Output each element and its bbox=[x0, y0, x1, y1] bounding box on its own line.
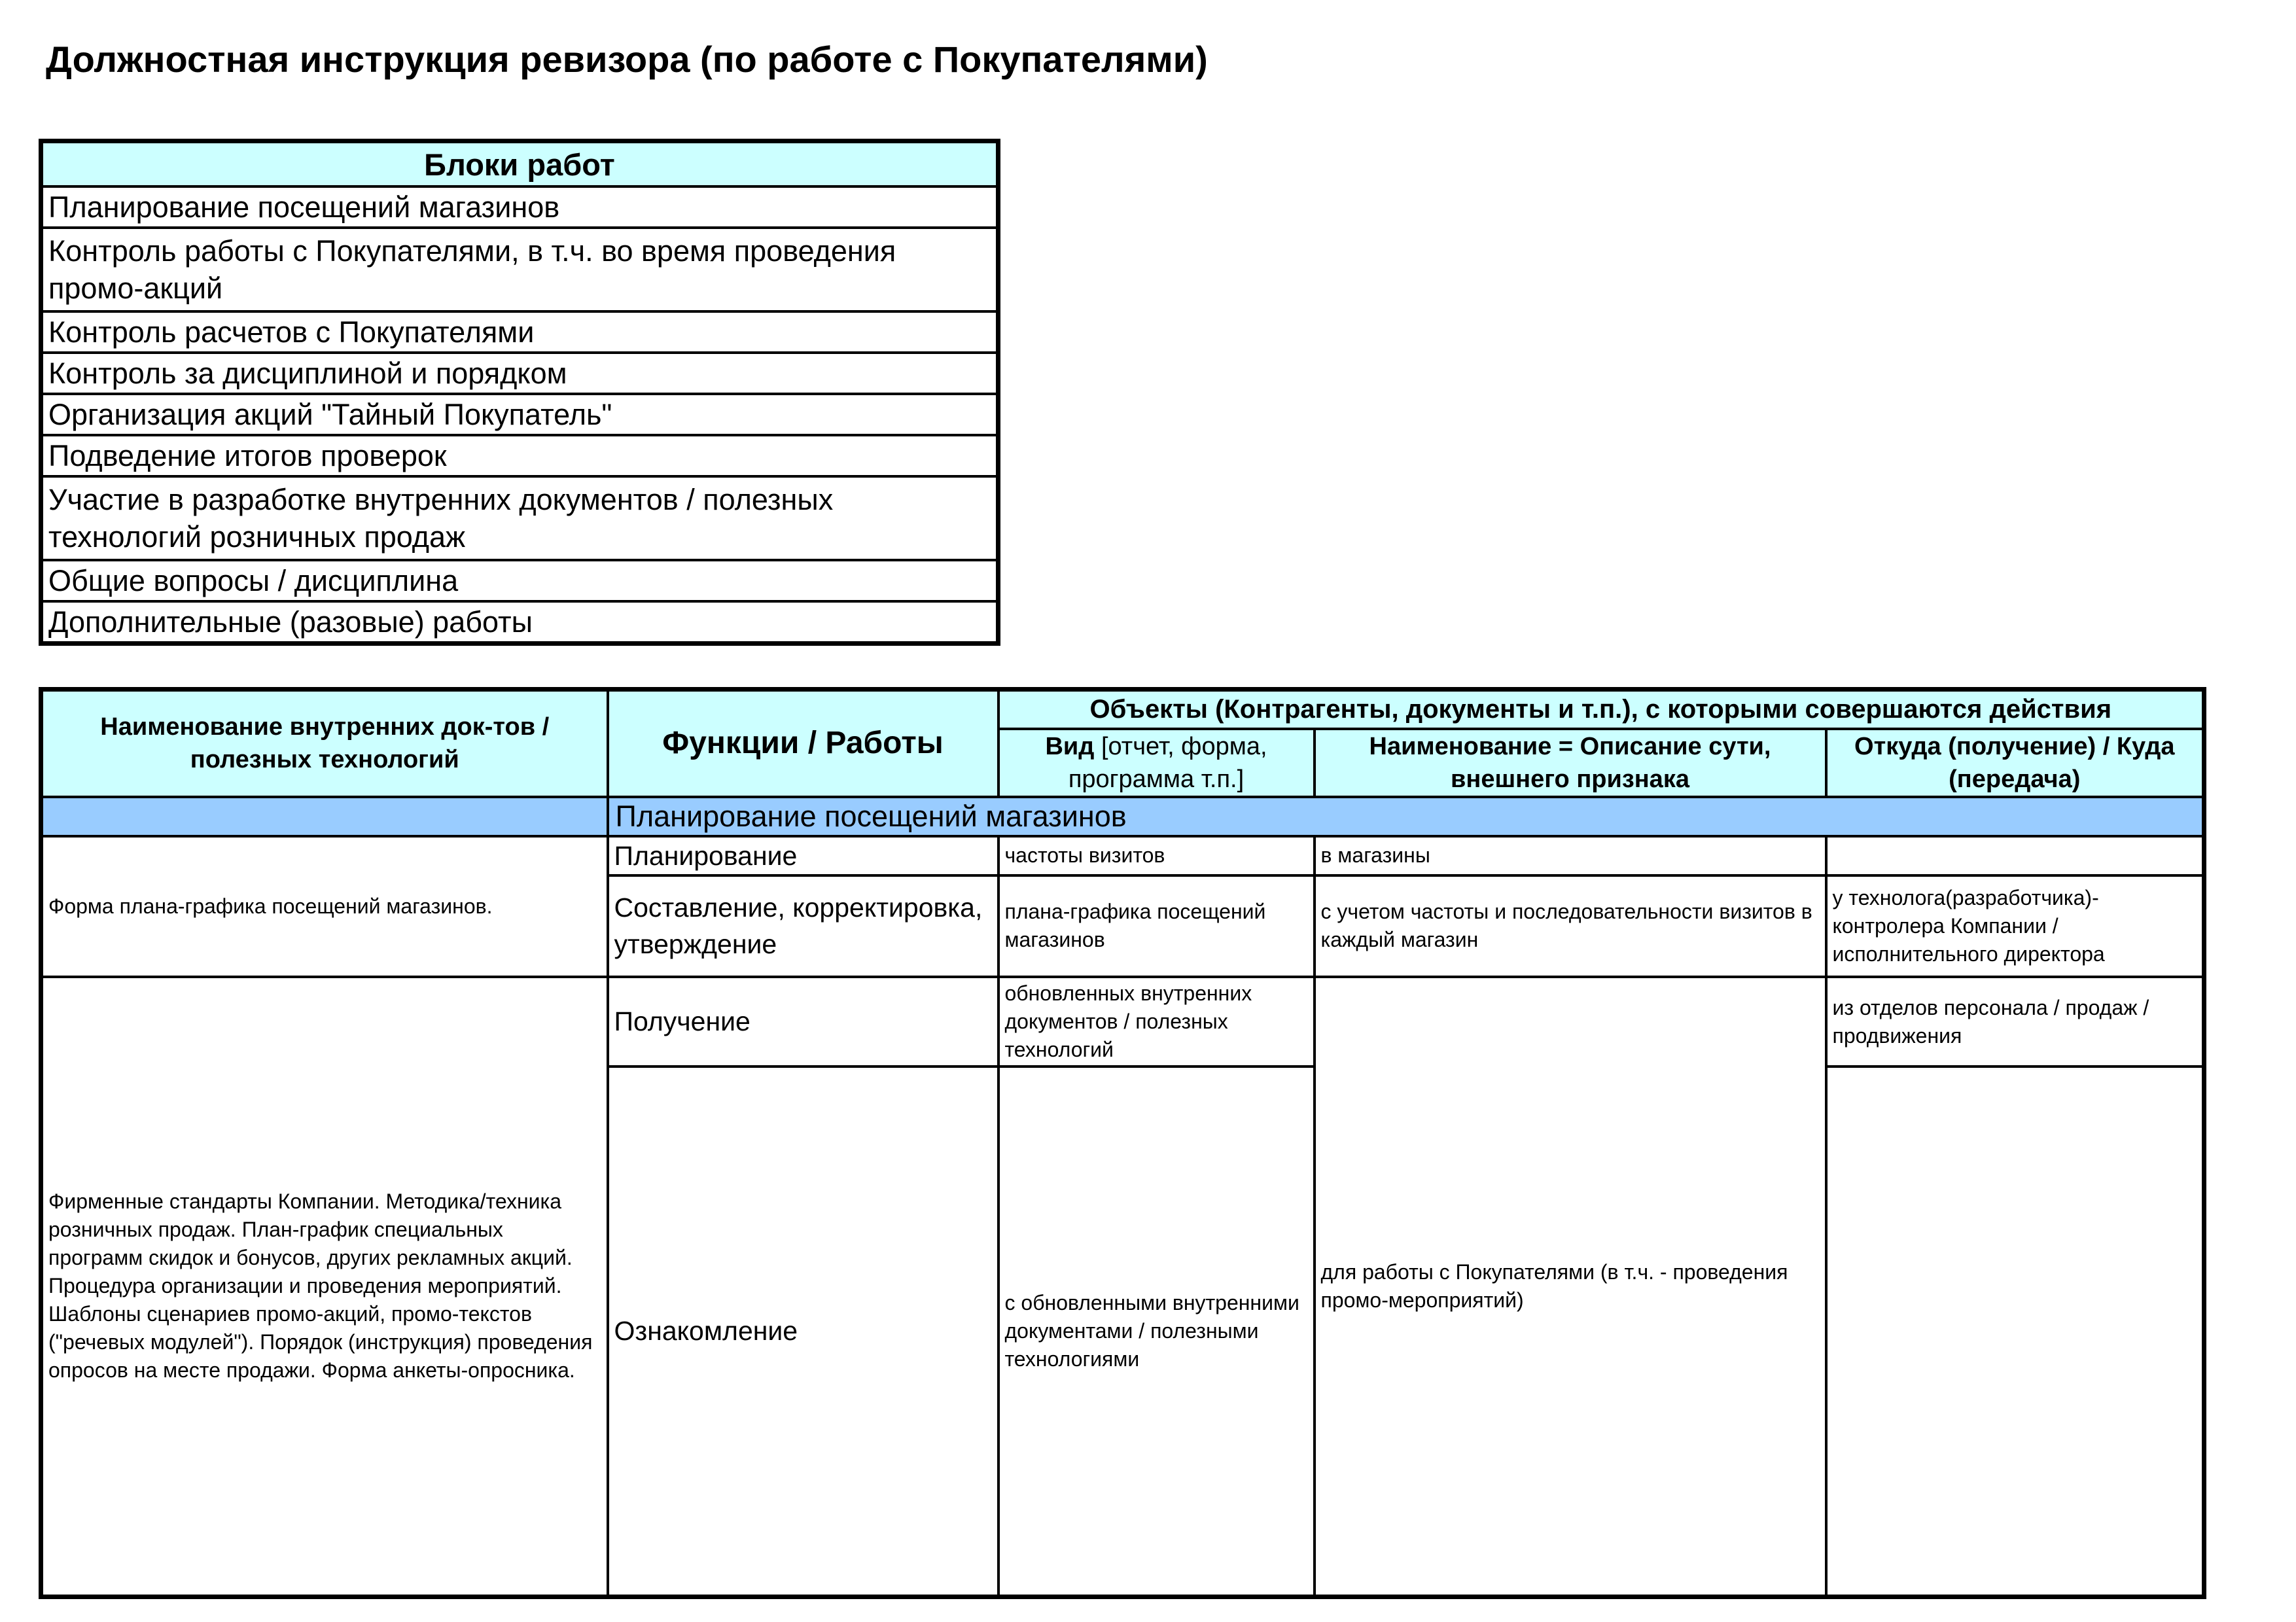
work-blocks-table bbox=[39, 139, 1000, 646]
section-title: Планирование посещений магазинов bbox=[608, 797, 2204, 836]
description-cell: в магазины bbox=[1315, 836, 1826, 875]
source-cell bbox=[1826, 1067, 2204, 1597]
name-column-header: Наименование = Описание сути, внешнего признака bbox=[1315, 729, 1826, 797]
kind-cell: частоты визитов bbox=[998, 836, 1315, 875]
work-blocks-header: Блоки работ bbox=[41, 141, 998, 187]
work-block-item: Подведение итогов проверок bbox=[41, 435, 998, 476]
description-cell: с учетом частоты и последовательности визитов в каждый магазин bbox=[1315, 875, 1826, 977]
function-cell: Составление, корректировка, утверждение bbox=[608, 875, 998, 977]
source-cell: у технолога(разработчика)-контролера Компании / исполнительного директора bbox=[1826, 875, 2204, 977]
kind-column-header bbox=[998, 729, 1315, 797]
source-cell: из отделов персонала / продаж / продвижения bbox=[1826, 977, 2204, 1067]
kind-cell: плана-графика посещений магазинов bbox=[998, 875, 1315, 977]
kind-cell: с обновленными внутренними документами / полезными технологиями bbox=[998, 1067, 1315, 1597]
objects-group-header: Объекты (Контрагенты, документы и т.п.), с которыми совершаются действия bbox=[998, 690, 2204, 729]
doc-cell: Фирменные стандарты Компании. Методика/техника розничных продаж. План-график специальных программ скидок и бонусов, других рекламных акций. Процедура организации и проведения мероприятий. Шаблоны сценариев промо-акций, промо-текстов ("речевых модулей"). Порядок (инструкция) проведения опросов на месте продажи. Форма анкеты-опросника. bbox=[41, 977, 608, 1597]
kind-cell: обновленных внутренних документов / полезных технологий bbox=[998, 977, 1315, 1067]
function-cell: Получение bbox=[608, 977, 998, 1067]
docs-column-header: Наименование внутренних док-тов / полезных технологий bbox=[41, 690, 608, 797]
document-title: Должностная инструкция ревизора (по работе с Покупателями) bbox=[46, 39, 1208, 80]
work-block-item: Организация акций "Тайный Покупатель" bbox=[41, 394, 998, 435]
source-column-header: Откуда (получение) / Куда (передача) bbox=[1826, 729, 2204, 797]
doc-cell: Форма плана-графика посещений магазинов. bbox=[41, 836, 608, 977]
work-block-item: Планирование посещений магазинов bbox=[41, 186, 998, 228]
source-cell bbox=[1826, 836, 2204, 875]
work-block-item: Контроль расчетов с Покупателями bbox=[41, 311, 998, 353]
section-row-pad bbox=[41, 797, 608, 836]
work-block-item: Дополнительные (разовые) работы bbox=[41, 601, 998, 644]
description-cell: для работы с Покупателями (в т.ч. - проведения промо-мероприятий) bbox=[1315, 977, 1826, 1597]
function-cell: Ознакомление bbox=[608, 1067, 998, 1597]
functions-table bbox=[39, 687, 2206, 1599]
function-cell: Планирование bbox=[608, 836, 998, 875]
work-block-item: Участие в разработке внутренних документов / полезных технологий розничных продаж bbox=[41, 476, 998, 560]
kind-header-note: [отчет, форма, программа т.п.] bbox=[1068, 732, 1267, 793]
kind-header-bold: Вид bbox=[1045, 732, 1095, 760]
work-block-item: Общие вопросы / дисциплина bbox=[41, 560, 998, 601]
work-block-item: Контроль за дисциплиной и порядком bbox=[41, 353, 998, 394]
functions-column-header: Функции / Работы bbox=[608, 690, 998, 797]
work-block-item: Контроль работы с Покупателями, в т.ч. во время проведения промо-акций bbox=[41, 228, 998, 311]
